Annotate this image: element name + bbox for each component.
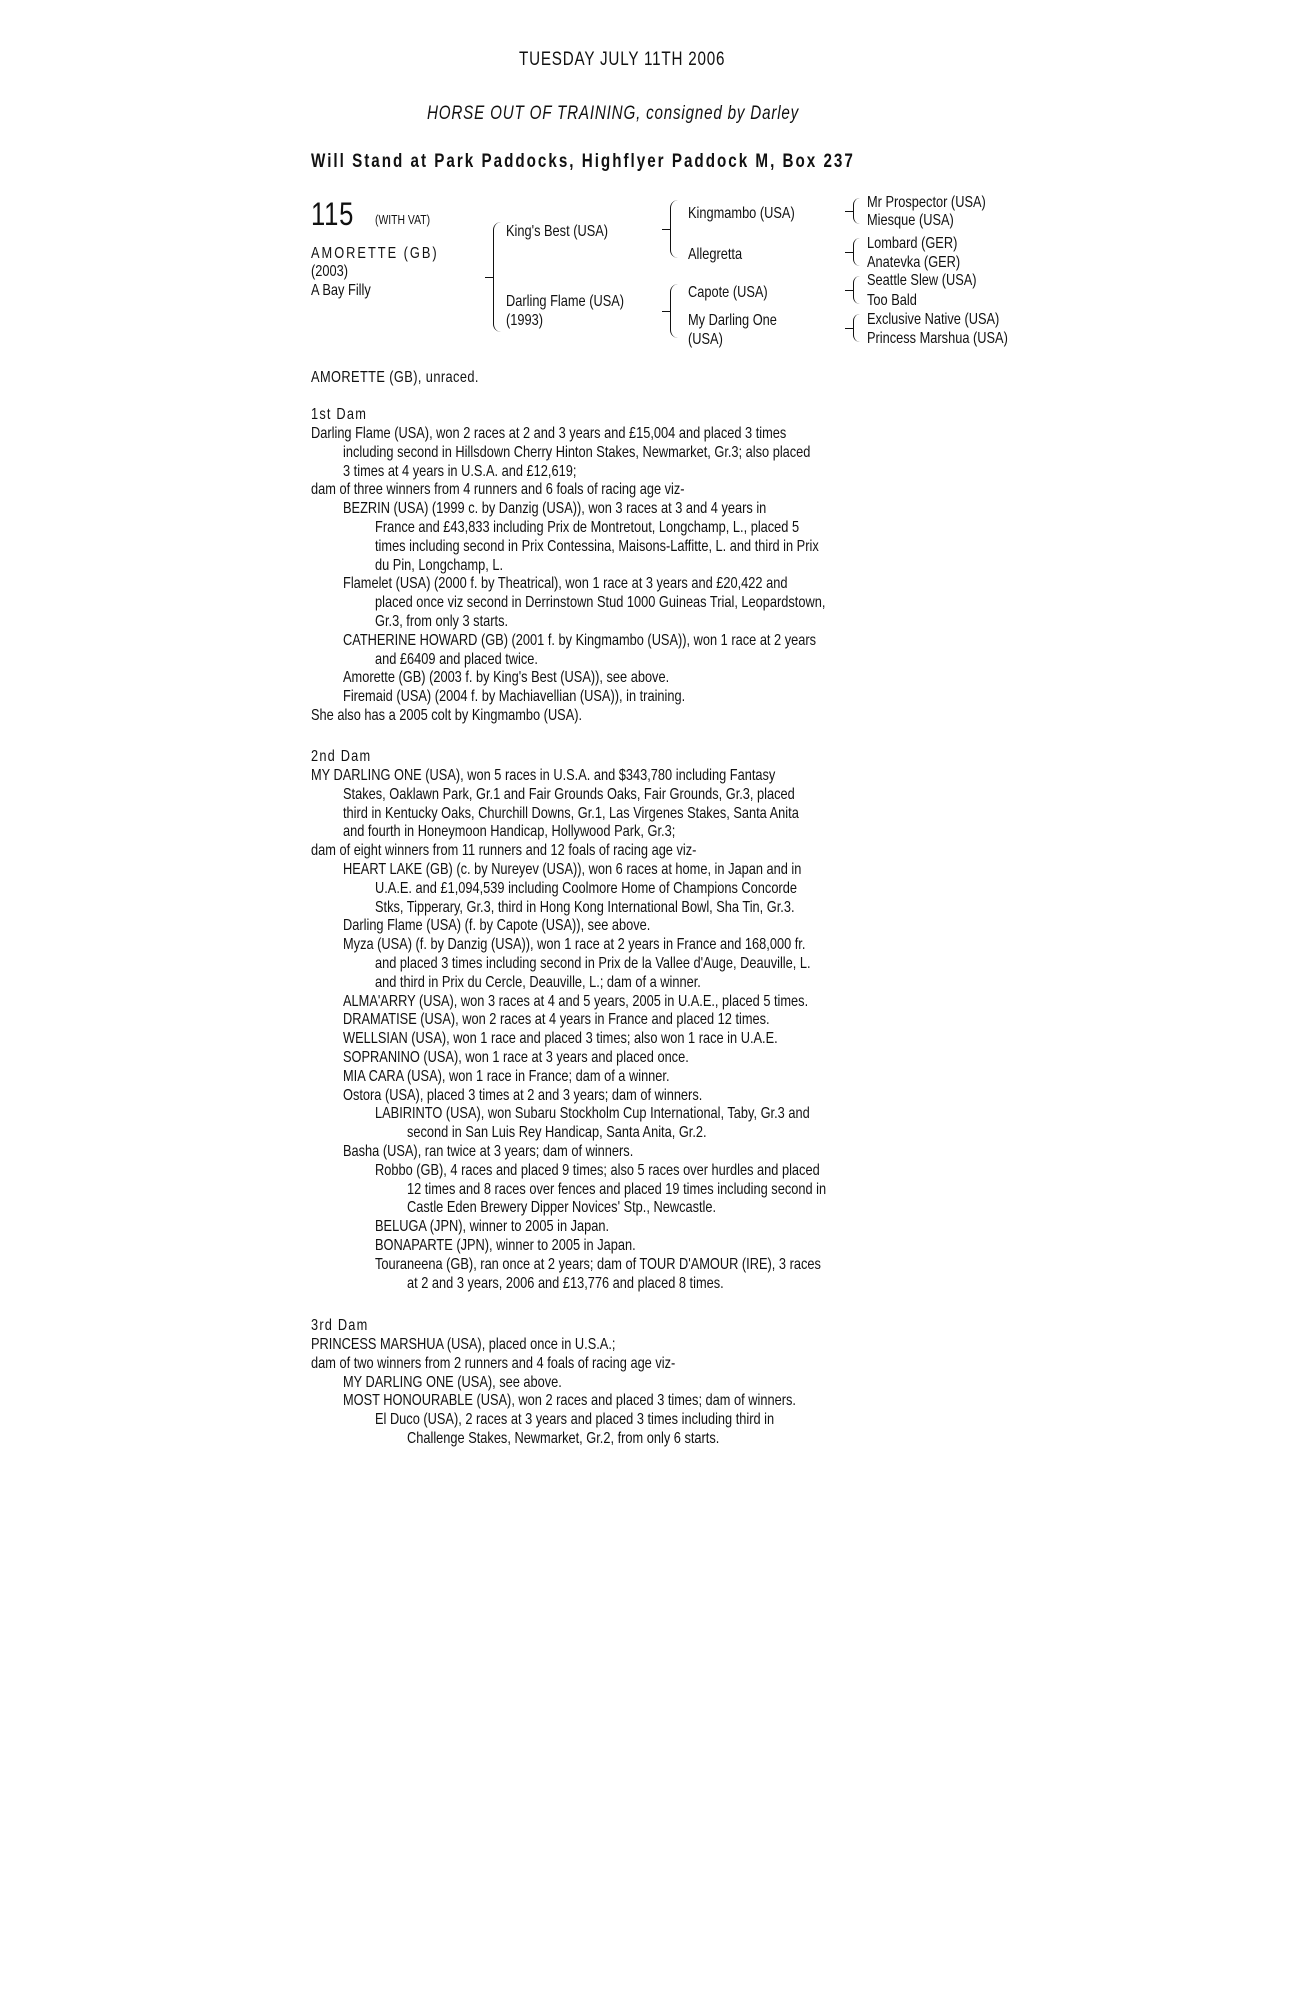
- pedigree-dds: Exclusive Native (USA): [867, 311, 1000, 328]
- sale-date: TUESDAY JULY 11TH 2006: [519, 49, 726, 70]
- pedigree-dd: My Darling One: [688, 312, 777, 329]
- horse-name: AMORETTE (GB): [311, 245, 439, 262]
- first-dam-line: Firemaid (USA) (2004 f. by Machiavellian (USA)), in training.: [343, 688, 686, 706]
- pedigree-dd-2: (USA): [688, 331, 723, 348]
- third-dam-line: dam of two winners from 2 runners and 4 foals of racing age viz-: [311, 1354, 676, 1372]
- pedigree-ss: Kingmambo (USA): [688, 205, 795, 222]
- first-dam-line: Flamelet (USA) (2000 f. by Theatrical), won 1 race at 3 years and £20,422 and: [343, 575, 788, 593]
- third-dam-line: Challenge Stakes, Newmarket, Gr.2, from only 6 starts.: [407, 1430, 720, 1447]
- second-dam-line: Ostora (USA), placed 3 times at 2 and 3 years; dam of winners.: [343, 1086, 703, 1104]
- pedigree-brace-sire: [670, 200, 679, 258]
- first-dam-line: CATHERINE HOWARD (GB) (2001 f. by Kingmambo (USA)), won 1 race at 2 years: [343, 631, 817, 649]
- pedigree-brace-dam: [670, 284, 679, 338]
- first-dam-line: 3 times at 4 years in U.S.A. and £12,619;: [343, 462, 577, 480]
- first-dam-line: BEZRIN (USA) (1999 c. by Danzig (USA)), won 3 races at 3 and 4 years in: [343, 500, 767, 518]
- pedigree-dss: Seattle Slew (USA): [867, 272, 977, 289]
- second-dam-line: BELUGA (JPN), winner to 2005 in Japan.: [375, 1218, 610, 1236]
- second-dam-line: U.A.E. and £1,094,539 including Coolmore Home of Champions Concorde: [375, 879, 797, 897]
- second-dam-line: BONAPARTE (JPN), winner to 2005 in Japan.: [375, 1237, 636, 1254]
- pedigree-ds: Capote (USA): [688, 284, 768, 301]
- pedigree-sire: King's Best (USA): [506, 223, 609, 240]
- third-dam-line: MY DARLING ONE (USA), see above.: [343, 1373, 562, 1391]
- pedigree-sds: Lombard (GER): [867, 235, 958, 252]
- second-dam-line: HEART LAKE (GB) (c. by Nureyev (USA)), won 6 races at home, in Japan and in: [343, 861, 802, 878]
- second-dam-line: at 2 and 3 years, 2006 and £13,776 and placed 8 times.: [407, 1274, 724, 1292]
- pedigree-ddd: Princess Marshua (USA): [867, 330, 1008, 347]
- pedigree-brace-sd: [853, 238, 860, 266]
- vat-label: (WITH VAT): [375, 212, 431, 227]
- first-dam-line: and £6409 and placed twice.: [375, 650, 538, 668]
- second-dam-line: Castle Eden Brewery Dipper Novices' Stp., Newcastle.: [407, 1199, 717, 1217]
- second-dam-line: Stakes, Oaklawn Park, Gr.1 and Fair Grounds Oaks, Fair Grounds, Gr.3, placed: [343, 785, 795, 803]
- second-dam-line: Touraneena (GB), ran once at 2 years; dam of TOUR D'AMOUR (IRE), 3 races: [375, 1255, 821, 1273]
- first-dam-line: Gr.3, from only 3 starts.: [375, 613, 509, 630]
- second-dam-line: Stks, Tipperary, Gr.3, third in Hong Kong International Bowl, Sha Tin, Gr.3.: [375, 898, 795, 916]
- pedigree-dam-year: (1993): [506, 312, 543, 329]
- second-dam-line: MIA CARA (USA), won 1 race in France; dam of a winner.: [343, 1067, 670, 1085]
- foaling-year: (2003): [311, 263, 348, 280]
- pedigree-sdd: Anatevka (GER): [867, 254, 961, 271]
- lot-number: 115: [311, 196, 355, 232]
- consignment-line: HORSE OUT OF TRAINING, consigned by Darley: [427, 103, 800, 124]
- pedigree-sss: Mr Prospector (USA): [867, 194, 986, 211]
- pedigree-brace-main: [493, 222, 502, 332]
- second-dam-line: and third in Prix du Cercle, Deauville, L.; dam of a winner.: [375, 973, 701, 991]
- second-dam-line: Basha (USA), ran twice at 3 years; dam of winners.: [343, 1143, 634, 1160]
- second-dam-line: SOPRANINO (USA), won 1 race at 3 years and placed once.: [343, 1049, 689, 1066]
- second-dam-heading: 2nd Dam: [311, 748, 372, 765]
- pedigree-sd: Allegretta: [688, 246, 743, 263]
- pedigree-brace-dd: [853, 314, 860, 342]
- third-dam-line: PRINCESS MARSHUA (USA), placed once in U.S.A.;: [311, 1336, 616, 1353]
- second-dam-line: and placed 3 times including second in Prix de la Vallee d'Auge, Deauville, L.: [375, 955, 811, 972]
- pedigree-dsd: Too Bald: [867, 292, 917, 309]
- pedigree-brace-ds: [853, 276, 860, 304]
- first-dam-line: placed once viz second in Derrinstown Stud 1000 Guineas Trial, Leopardstown,: [375, 594, 826, 612]
- first-dam-line: times including second in Prix Contessina, Maisons-Laffitte, L. and third in Prix: [375, 537, 819, 555]
- pedigree-brace-ss: [853, 198, 860, 224]
- third-dam-line: MOST HONOURABLE (USA), won 2 races and placed 3 times; dam of winners.: [343, 1392, 796, 1410]
- second-dam-line: second in San Luis Rey Handicap, Santa Anita, Gr.2.: [407, 1124, 707, 1142]
- second-dam-line: dam of eight winners from 11 runners and 12 foals of racing age viz-: [311, 842, 697, 860]
- first-dam-line: She also has a 2005 colt by Kingmambo (USA).: [311, 707, 583, 724]
- second-dam-line: Darling Flame (USA) (f. by Capote (USA)), see above.: [343, 917, 651, 935]
- first-dam-line: du Pin, Longchamp, L.: [375, 556, 504, 574]
- second-dam-line: DRAMATISE (USA), won 2 races at 4 years in France and placed 12 times.: [343, 1011, 770, 1029]
- second-dam-line: ALMA'ARRY (USA), won 3 races at 4 and 5 years, 2005 in U.A.E., placed 5 times.: [343, 992, 809, 1010]
- pedigree-ssd: Miesque (USA): [867, 212, 954, 229]
- stand-line: Will Stand at Park Paddocks, Highflyer Paddock M, Box 237: [311, 151, 855, 172]
- pedigree-dam: Darling Flame (USA): [506, 293, 625, 310]
- first-dam-line: France and £43,833 including Prix de Montretout, Longchamp, L., placed 5: [375, 519, 800, 536]
- second-dam-line: MY DARLING ONE (USA), won 5 races in U.S.A. and $343,780 including Fantasy: [311, 767, 776, 784]
- second-dam-line: third in Kentucky Oaks, Churchill Downs, Gr.1, Las Virgenes Stakes, Santa Anita: [343, 804, 799, 822]
- first-dam-line: Amorette (GB) (2003 f. by King's Best (USA)), see above.: [343, 669, 670, 687]
- horse-description: A Bay Filly: [311, 282, 371, 299]
- second-dam-line: Robbo (GB), 4 races and placed 9 times; also 5 races over hurdles and placed: [375, 1161, 820, 1179]
- first-dam-line: dam of three winners from 4 runners and 6 foals of racing age viz-: [311, 481, 685, 499]
- first-dam-line: including second in Hillsdown Cherry Hinton Stakes, Newmarket, Gr.3; also placed: [343, 443, 811, 461]
- second-dam-line: WELLSIAN (USA), won 1 race and placed 3 times; also won 1 race in U.A.E.: [343, 1030, 778, 1048]
- second-dam-line: LABIRINTO (USA), won Subaru Stockholm Cup International, Taby, Gr.3 and: [375, 1105, 810, 1123]
- second-dam-line: and fourth in Honeymoon Handicap, Hollywood Park, Gr.3;: [343, 823, 676, 841]
- third-dam-line: El Duco (USA), 2 races at 3 years and placed 3 times including third in: [375, 1411, 775, 1429]
- first-dam-heading: 1st Dam: [311, 406, 368, 423]
- race-record: AMORETTE (GB), unraced.: [311, 369, 479, 386]
- second-dam-line: 12 times and 8 races over fences and placed 19 times including second in: [407, 1180, 827, 1198]
- third-dam-heading: 3rd Dam: [311, 1317, 369, 1334]
- second-dam-line: Myza (USA) (f. by Danzig (USA)), won 1 race at 2 years in France and 168,000 fr.: [343, 936, 806, 954]
- first-dam-line: Darling Flame (USA), won 2 races at 2 and 3 years and £15,004 and placed 3 times: [311, 425, 787, 442]
